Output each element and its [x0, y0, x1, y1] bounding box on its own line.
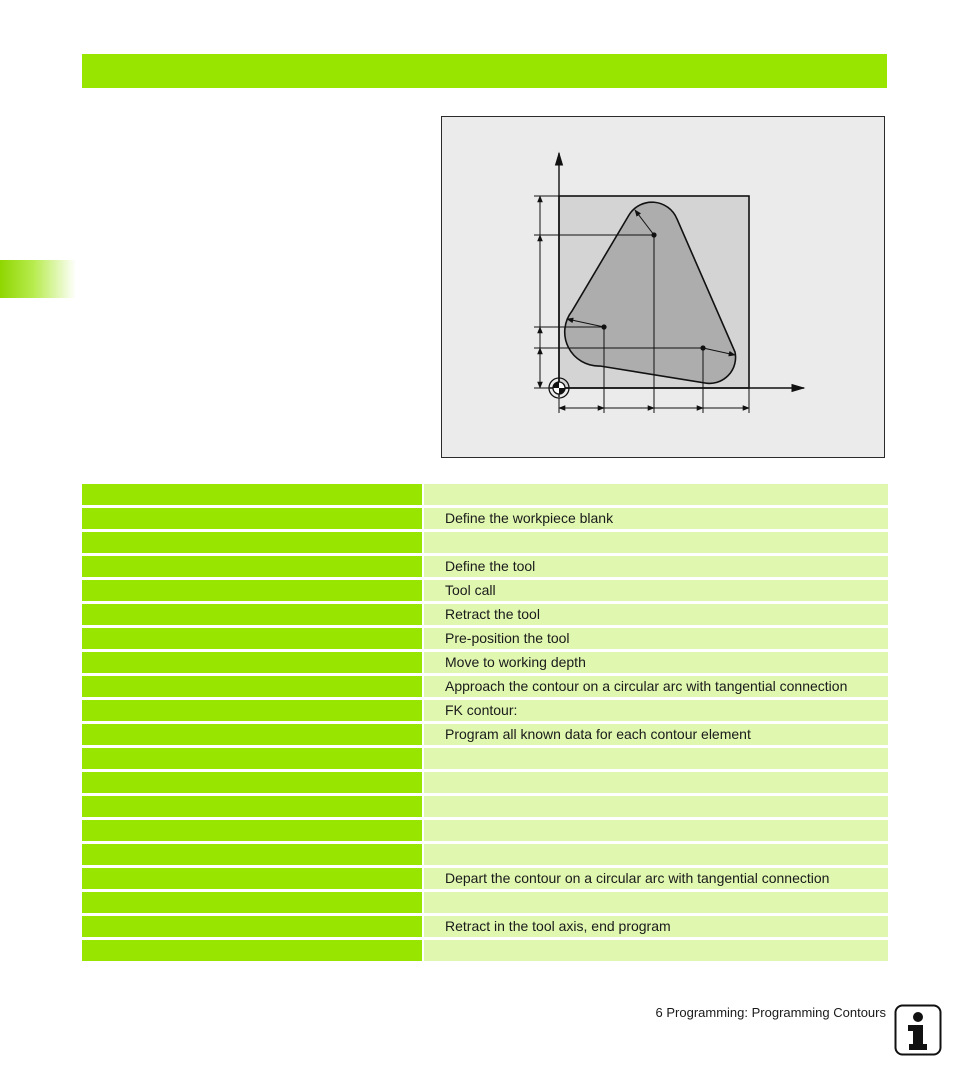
table-row: [82, 724, 888, 745]
chapter-side-tab: [0, 260, 76, 298]
program-line-cell: [82, 580, 422, 601]
program-line-cell: [82, 652, 422, 673]
table-row: [82, 796, 888, 817]
program-line-cell: [82, 484, 422, 505]
program-line-cell: [82, 724, 422, 745]
comment-cell: [424, 796, 888, 817]
info-icon[interactable]: [894, 1004, 942, 1056]
table-row: [82, 604, 888, 625]
comment-cell: Define the workpiece blank: [424, 508, 888, 529]
table-row: [82, 556, 888, 577]
table-row: [82, 700, 888, 721]
comment-cell: [424, 748, 888, 769]
comment-cell: Retract in the tool axis, end program: [424, 916, 888, 937]
program-line-cell: [82, 604, 422, 625]
program-line-cell: [82, 892, 422, 913]
table-row: [82, 892, 888, 913]
comment-cell: FK contour:: [424, 700, 888, 721]
comment-cell: Move to working depth: [424, 652, 888, 673]
program-line-cell: [82, 556, 422, 577]
comment-cell: [424, 844, 888, 865]
table-row: [82, 916, 888, 937]
comment-cell: Define the tool: [424, 556, 888, 577]
table-row: [82, 652, 888, 673]
program-line-cell: [82, 508, 422, 529]
chapter-header-bar: [82, 54, 887, 88]
program-line-cell: [82, 820, 422, 841]
program-line-cell: [82, 532, 422, 553]
program-line-cell: [82, 748, 422, 769]
comment-cell: [424, 940, 888, 961]
program-line-cell: [82, 916, 422, 937]
program-line-cell: [82, 628, 422, 649]
program-line-cell: [82, 700, 422, 721]
comment-cell: [424, 892, 888, 913]
comment-cell: Approach the contour on a circular arc with tangential connection: [424, 676, 888, 697]
table-row: [82, 940, 888, 961]
table-row: [82, 508, 888, 529]
comment-cell: Retract the tool: [424, 604, 888, 625]
comment-cell: Program all known data for each contour element: [424, 724, 888, 745]
contour-drawing: [442, 117, 884, 457]
table-row: [82, 844, 888, 865]
program-line-cell: [82, 868, 422, 889]
table-row: [82, 772, 888, 793]
table-row: [82, 580, 888, 601]
comment-cell: Pre-position the tool: [424, 628, 888, 649]
program-line-cell: [82, 676, 422, 697]
comment-cell: [424, 484, 888, 505]
comment-cell: [424, 772, 888, 793]
table-row: [82, 676, 888, 697]
program-line-cell: [82, 772, 422, 793]
program-line-cell: [82, 940, 422, 961]
table-row: [82, 484, 888, 505]
comment-cell: Depart the contour on a circular arc with tangential connection: [424, 868, 888, 889]
contour-figure: [441, 116, 885, 458]
chapter-footer-text: 6 Programming: Programming Contours: [655, 1005, 886, 1020]
program-line-cell: [82, 844, 422, 865]
table-row: [82, 820, 888, 841]
comment-cell: Tool call: [424, 580, 888, 601]
comment-cell: [424, 820, 888, 841]
table-row: [82, 748, 888, 769]
table-row: [82, 532, 888, 553]
program-line-cell: [82, 796, 422, 817]
table-row: [82, 628, 888, 649]
comment-cell: [424, 532, 888, 553]
table-row: [82, 868, 888, 889]
